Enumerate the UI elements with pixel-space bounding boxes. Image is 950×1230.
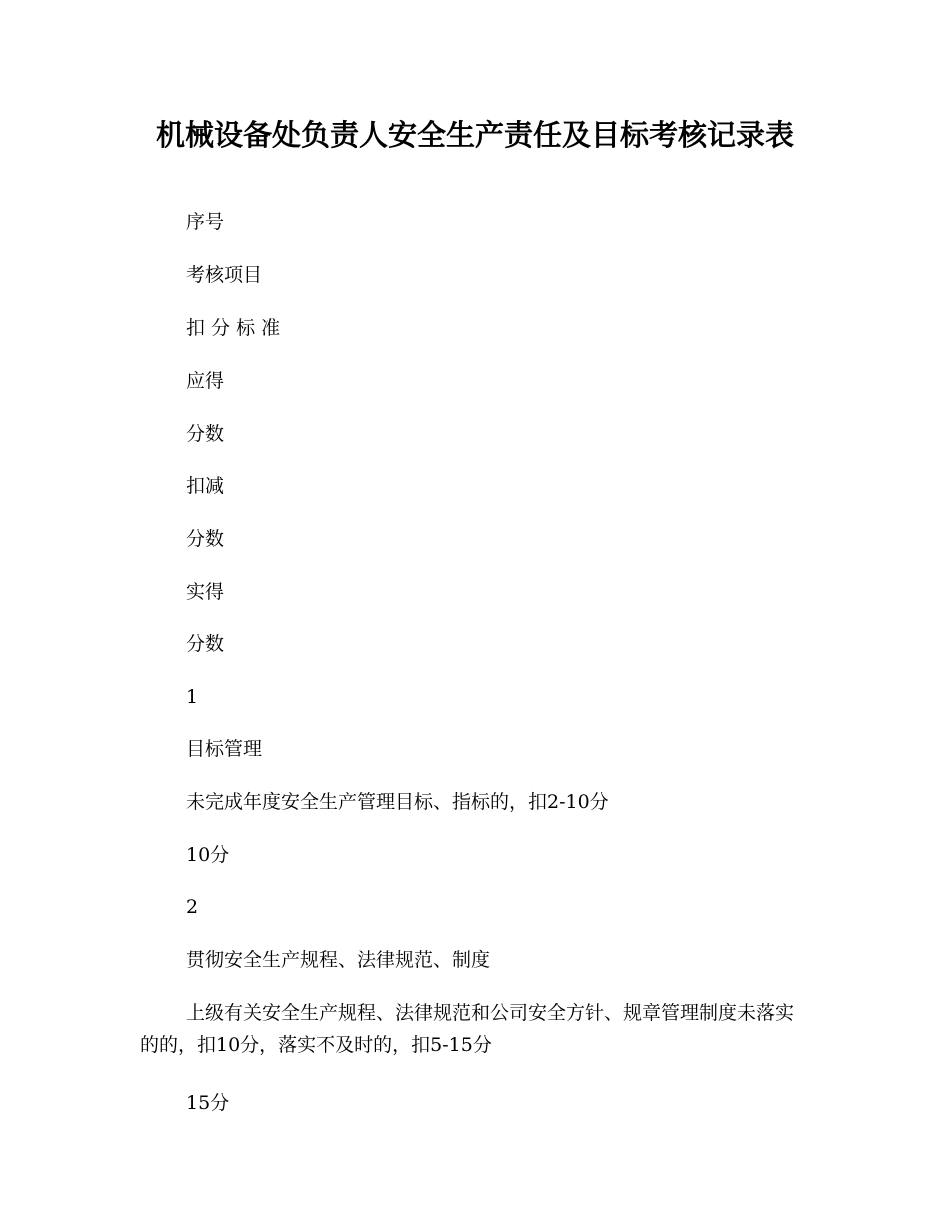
paragraph: 15分 (186, 1092, 230, 1114)
paragraph: 分数 (186, 423, 225, 445)
paragraph: 扣减 (186, 475, 225, 497)
paragraph: 考核项目 (186, 264, 263, 286)
paragraph: 应得 (186, 370, 225, 392)
paragraph: 未完成年度安全生产管理目标、指标的，扣2-10分 (186, 791, 609, 813)
paragraph: 10分 (186, 844, 230, 866)
paragraph: 序号 (186, 211, 225, 233)
paragraph: 贯彻安全生产规程、法律规范、制度 (186, 949, 491, 971)
paragraph: 分数 (186, 633, 225, 655)
paragraph: 实得 (186, 581, 225, 603)
paragraph: 1 (186, 686, 199, 708)
paragraph: 目标管理 (186, 738, 263, 760)
document-title: 机械设备处负责人安全生产责任及目标考核记录表 (155, 118, 794, 152)
paragraph: 分数 (186, 528, 225, 550)
paragraph: 上级有关安全生产规程、法律规范和公司安全方针、规章管理制度未落实的的，扣10分，落实不及时的，扣5-15分 (140, 1002, 795, 1056)
paragraph: 扣 分 标 准 (186, 317, 281, 339)
paragraph: 2 (186, 896, 199, 918)
